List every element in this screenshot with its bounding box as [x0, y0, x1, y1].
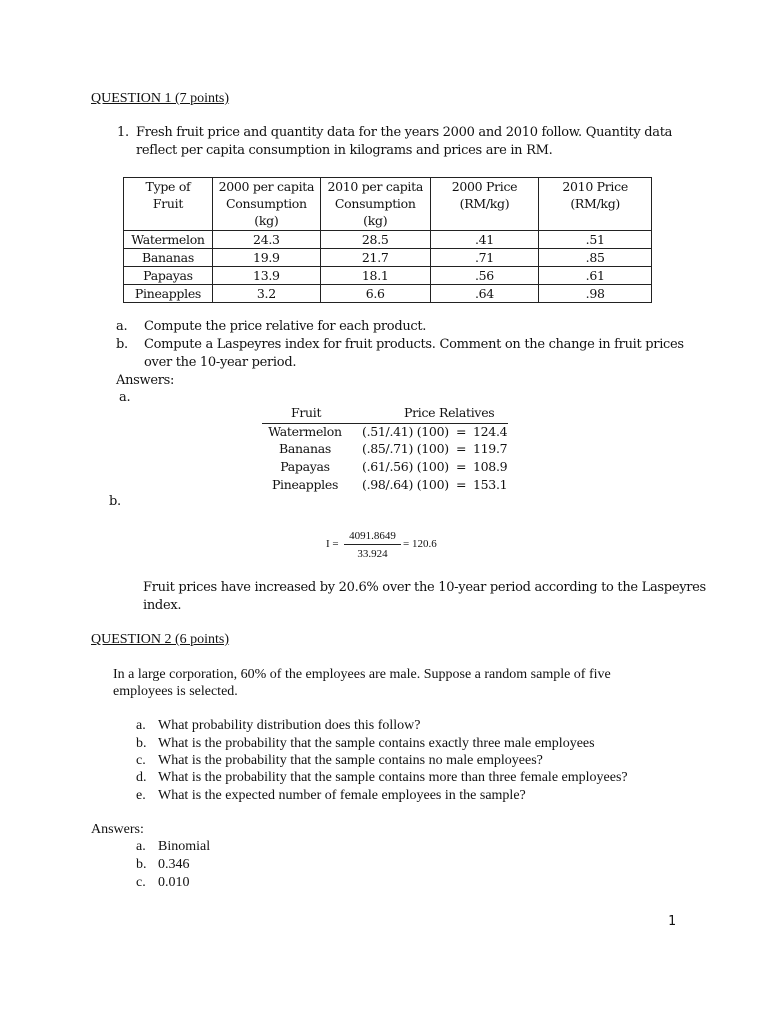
pr-value: 119.7: [473, 441, 508, 456]
table-row: [124, 231, 652, 249]
pr-header-relatives: Price Relatives: [404, 405, 495, 420]
q1-intro-line-1: Fresh fruit price and quantity data for the years 2000 and 2010 follow. Quantity data: [136, 125, 673, 140]
table-cell: Watermelon: [124, 231, 213, 249]
table-cell: 6.6: [320, 285, 430, 303]
pr-header-fruit: Fruit: [291, 405, 322, 420]
pr-value: 153.1: [473, 477, 508, 492]
pr-equals: =: [456, 424, 467, 439]
pr-value: 108.9: [473, 459, 508, 474]
q1-intro-line-2: reflect per capita consumption in kilograms and prices are in RM.: [136, 143, 553, 158]
table-cell: Pineapples: [124, 285, 213, 303]
header-2010-price: 2010 Price (RM/kg): [539, 178, 652, 231]
table-cell: .51: [539, 231, 652, 249]
comment-line-1: Fruit prices have increased by 20.6% over the 10-year period according to the Laspeyres: [143, 580, 706, 595]
answer-a-letter: a.: [119, 390, 131, 405]
q2-intro-line-2: employees is selected.: [113, 684, 238, 699]
formula-lhs: I =: [326, 538, 339, 550]
table-cell: .41: [430, 231, 539, 249]
formula-result: = 120.6: [403, 538, 437, 550]
q2-question-letter: b.: [136, 736, 147, 751]
q2-answer-text: Binomial: [158, 839, 211, 854]
q2-question-text: What is the expected number of female employees in the sample?: [158, 788, 526, 803]
table-cell: .56: [430, 267, 539, 285]
q2-question-text: What probability distribution does this follow?: [158, 718, 421, 733]
task-a-letter: a.: [116, 319, 128, 334]
pr-fruit: Watermelon: [268, 424, 342, 439]
table-cell: 19.9: [212, 249, 320, 267]
header-2010-consumption: 2010 per capita Consumption (kg): [320, 178, 430, 231]
table-cell: 13.9: [212, 267, 320, 285]
q2-question-letter: e.: [136, 788, 146, 803]
table-cell: .98: [539, 285, 652, 303]
table-cell: Papayas: [124, 267, 213, 285]
question-1-title: QUESTION 1 (7 points): [91, 91, 230, 106]
q2-question-text: What is the probability that the sample contains no male employees?: [158, 753, 543, 768]
table-cell: .71: [430, 249, 539, 267]
q2-question-text: What is the probability that the sample contains more than three female employees?: [158, 770, 628, 785]
pr-calc: (.98/.64) (100): [362, 477, 449, 492]
table-row: [124, 285, 652, 303]
question-2-title: QUESTION 2 (6 points): [91, 632, 230, 647]
pr-equals: =: [456, 459, 467, 474]
table-cell: .61: [539, 267, 652, 285]
formula-numerator: 4091.8649: [349, 530, 396, 542]
q2-answer-letter: c.: [136, 875, 146, 890]
pr-calc: (.85/.71) (100): [362, 441, 449, 456]
pr-calc: (.51/.41) (100): [362, 424, 449, 439]
q2-question-letter: a.: [136, 718, 146, 733]
task-b-line-2: over the 10-year period.: [144, 355, 297, 370]
table-header-row: [124, 178, 652, 231]
pr-value: 124.4: [473, 424, 508, 439]
q2-answer-text: 0.010: [158, 875, 190, 890]
task-b-line-1: Compute a Laspeyres index for fruit products. Comment on the change in fruit prices: [144, 337, 684, 352]
table-cell: 21.7: [320, 249, 430, 267]
table-cell: 28.5: [320, 231, 430, 249]
task-b-letter: b.: [116, 337, 128, 352]
header-type-of-fruit: Type of Fruit: [124, 178, 213, 231]
header-2000-consumption: 2000 per capita Consumption (kg): [212, 178, 320, 231]
page-number: 1: [668, 914, 676, 929]
q2-question-letter: c.: [136, 753, 146, 768]
table-cell: .64: [430, 285, 539, 303]
answer-b-letter: b.: [109, 494, 121, 509]
q2-question-letter: d.: [136, 770, 147, 785]
task-a-text: Compute the price relative for each product.: [144, 319, 427, 334]
answers-label: Answers:: [116, 373, 175, 388]
formula-denominator: 33.924: [357, 548, 388, 560]
q2-intro-line-1: In a large corporation, 60% of the employees are male. Suppose a random sample of five: [113, 667, 611, 682]
pr-equals: =: [456, 441, 467, 456]
table-cell: 3.2: [212, 285, 320, 303]
pr-equals: =: [456, 477, 467, 492]
comment-line-2: index.: [143, 598, 182, 613]
fruit-data-table: [123, 177, 652, 303]
q2-answer-letter: a.: [136, 839, 146, 854]
q2-answer-text: 0.346: [158, 857, 190, 872]
header-2000-price: 2000 Price (RM/kg): [430, 178, 539, 231]
pr-fruit: Pineapples: [271, 477, 339, 492]
q2-question-text: What is the probability that the sample contains exactly three male employees: [158, 736, 595, 751]
table-cell: Bananas: [124, 249, 213, 267]
item-number: 1.: [117, 125, 129, 140]
table-row: [124, 249, 652, 267]
pr-fruit: Bananas: [279, 441, 331, 456]
formula-fraction-bar: [344, 544, 401, 545]
table-cell: .85: [539, 249, 652, 267]
table-cell: 18.1: [320, 267, 430, 285]
table-row: [124, 267, 652, 285]
q2-answers-label: Answers:: [91, 822, 144, 837]
pr-fruit: Papayas: [280, 459, 330, 474]
pr-calc: (.61/.56) (100): [362, 459, 449, 474]
table-cell: 24.3: [212, 231, 320, 249]
q2-answer-letter: b.: [136, 857, 147, 872]
